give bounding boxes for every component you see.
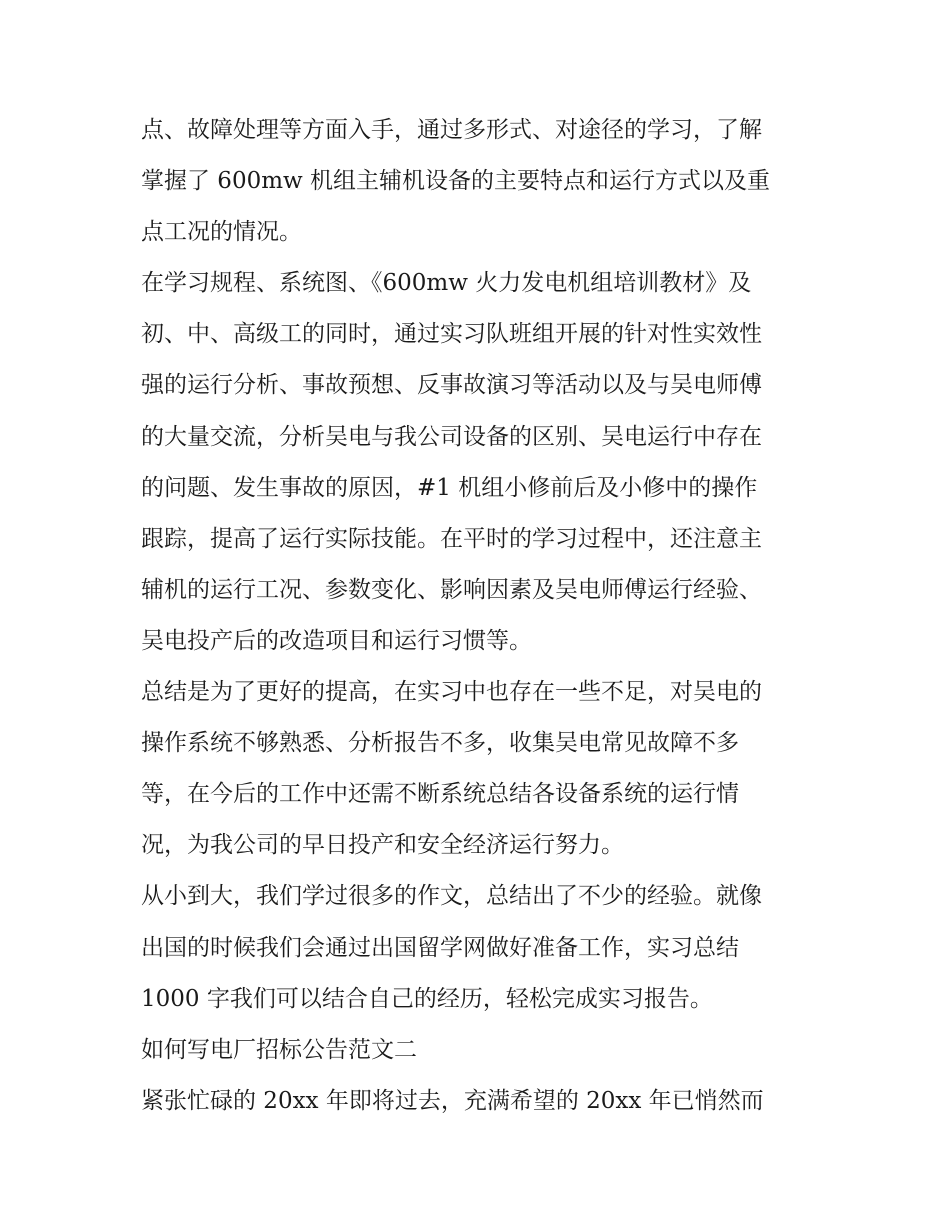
body-text (141, 105, 821, 1127)
text-line: 吴电投产后的改造项目和运行习惯等。 (141, 627, 532, 654)
text-line: 紧张忙碌的 20xx 年即将过去，充满希望的 20xx 年已悄然而 (141, 1087, 764, 1114)
text-line: 出国的时候我们会通过出国留学网做好准备工作，实习总结 (141, 934, 739, 961)
text-line: 的大量交流，分析吴电与我公司设备的区别、吴电运行中存在 (141, 423, 762, 450)
text-line: 跟踪，提高了运行实际技能。在平时的学习过程中，还注意主 (141, 525, 762, 552)
text-line: 辅机的运行工况、参数变化、影响因素及吴电师傅运行经验、 (141, 576, 762, 603)
text-line: 况，为我公司的早日投产和安全经济运行努力。 (141, 832, 624, 859)
text-line: 总结是为了更好的提高，在实习中也存在一些不足，对吴电的 (141, 679, 762, 706)
text-line: 点工况的情况。 (141, 219, 302, 246)
text-line: 1000 字我们可以结合自己的经历，轻松完成实习报告。 (141, 985, 713, 1012)
text-line: 从小到大，我们学过很多的作文，总结出了不少的经验。就像 (141, 883, 762, 910)
text-line: 强的运行分析、事故预想、反事故演习等活动以及与吴电师傅 (141, 372, 762, 399)
text-line: 的问题、发生事故的原因，#1 机组小修前后及小修中的操作 (141, 474, 758, 501)
text-line: 等，在今后的工作中还需不断系统总结各设备系统的运行情 (141, 781, 739, 808)
text-line: 在学习规程、系统图、《600mw 火力发电机组培训教材》及 (141, 270, 752, 297)
text-line: 操作系统不够熟悉、分析报告不多，收集吴电常见故障不多 (141, 730, 739, 757)
section-heading: 如何写电厂招标公告范文二 (141, 1036, 417, 1063)
text-line: 初、中、高级工的同时，通过实习队班组开展的针对性实效性 (141, 321, 762, 348)
text-line: 掌握了 600mw 机组主辅机设备的主要特点和运行方式以及重 (141, 168, 771, 195)
text-line: 点、故障处理等方面入手，通过多形式、对途径的学习，了解 (141, 117, 762, 143)
